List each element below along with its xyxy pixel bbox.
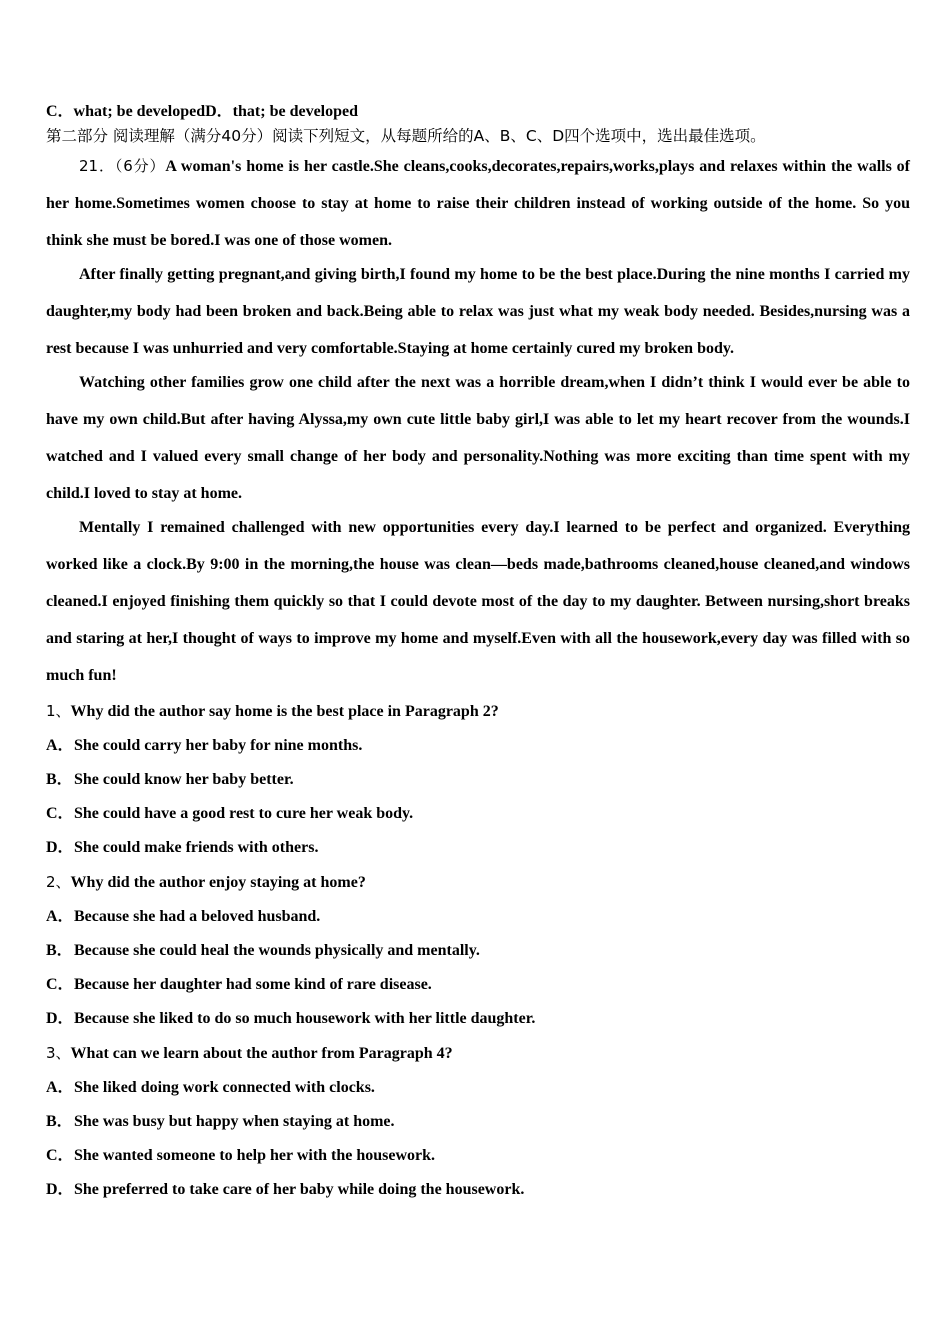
option-label: B． bbox=[46, 1113, 73, 1130]
question-1-option-a[interactable] bbox=[46, 729, 910, 763]
question-2-option-b[interactable] bbox=[46, 934, 910, 968]
question-2-option-d[interactable] bbox=[46, 1002, 910, 1036]
passage-paragraph-text: A woman's home is her castle.She cleans,cooks,decorates,repairs,works,plays and relaxes within the walls of her home.Sometimes women choose to stay at home to raise their children instead of working outside of the home. So you think she must be bored.I was one of those women. bbox=[46, 158, 911, 249]
option-text: She was busy but happy when staying at home. bbox=[74, 1113, 395, 1130]
option-label: B． bbox=[46, 771, 73, 788]
question-1-option-c[interactable] bbox=[46, 797, 910, 831]
option-label: C． bbox=[46, 1147, 74, 1164]
question-list bbox=[46, 694, 910, 1207]
question-number: 3、 bbox=[46, 1044, 71, 1062]
question-1-option-d[interactable] bbox=[46, 831, 910, 865]
passage-number: 21．（6分） bbox=[79, 157, 166, 175]
question-3-option-c[interactable] bbox=[46, 1139, 910, 1173]
option-text: She could make friends with others. bbox=[74, 839, 319, 856]
option-text: Because she could heal the wounds physically and mentally. bbox=[74, 942, 480, 959]
option-label: A． bbox=[46, 737, 74, 754]
question-1 bbox=[46, 694, 910, 729]
question-text: Why did the author say home is the best place in Paragraph 2? bbox=[70, 703, 499, 720]
option-label: D． bbox=[46, 1010, 74, 1027]
option-text: She could carry her baby for nine months. bbox=[74, 737, 363, 754]
question-2-option-a[interactable] bbox=[46, 900, 910, 934]
option-text: Because she liked to do so much housework with her little daughter. bbox=[74, 1010, 536, 1027]
question-1-option-b[interactable] bbox=[46, 763, 910, 797]
reading-passage bbox=[46, 148, 910, 694]
option-label: C． bbox=[46, 976, 74, 993]
question-text: What can we learn about the author from Paragraph 4? bbox=[70, 1045, 453, 1062]
option-text: Because she had a beloved husband. bbox=[74, 908, 321, 925]
passage-paragraph-2: After finally getting pregnant,and giving birth,I found my home to be the best place.During the nine months I carried my daughter,my body had been broken and back.Being able to relax was just what my weak body needed. Besides,nursing was a rest because I was unhurried and very comfortable.Staying at home certainly cured my broken body. bbox=[46, 266, 910, 357]
question-3-option-d[interactable] bbox=[46, 1173, 910, 1207]
option-text: Because her daughter had some kind of rare disease. bbox=[74, 976, 432, 993]
option-label: D． bbox=[46, 1181, 74, 1198]
option-label: A． bbox=[46, 1079, 74, 1096]
option-label: C． bbox=[46, 805, 74, 822]
option-text: She preferred to take care of her baby while doing the housework. bbox=[74, 1181, 525, 1198]
question-3 bbox=[46, 1036, 910, 1071]
previous-question-options bbox=[46, 100, 910, 124]
question-number: 2、 bbox=[46, 873, 71, 891]
passage-paragraph-3: Watching other families grow one child after the next was a horrible dream,when I didn’t think I would ever be able to have my own child.But after having Alyssa,my own cute little baby girl,I was able to let my heart recover from the wounds.I watched and I valued every small change of her body and personality.Nothing was more exciting than time spent with my child.I loved to stay at home. bbox=[46, 374, 910, 502]
option-text: She could know her baby better. bbox=[74, 771, 294, 788]
option-text: She could have a good rest to cure her weak body. bbox=[74, 805, 414, 822]
question-3-option-b[interactable] bbox=[46, 1105, 910, 1139]
previous-option-d: D．that; be developed bbox=[205, 103, 359, 120]
option-label: B． bbox=[46, 942, 73, 959]
question-3-option-a[interactable] bbox=[46, 1071, 910, 1105]
section-heading: 第二部分 阅读理解（满分40分）阅读下列短文，从每题所给的A、B、C、D四个选项中，选出最佳选项。 bbox=[46, 127, 766, 145]
question-text: Why did the author enjoy staying at home? bbox=[70, 874, 366, 891]
previous-option-c: C．what; be developed bbox=[46, 103, 206, 120]
question-number: 1、 bbox=[46, 702, 71, 720]
option-text: She wanted someone to help her with the housework. bbox=[74, 1147, 436, 1164]
passage-paragraph-4: Mentally I remained challenged with new opportunities every day.I learned to be perfect and organized. Everything worked like a clock.By 9:00 in the morning,the house was clean—beds made,bathrooms cleaned,house cleaned,and windows cleaned.I enjoyed finishing them quickly so that I could devote most of the day to my daughter. Between nursing,short breaks and staring at her,I thought of ways to improve my home and myself.Even with all the housework,every day was filled with so much fun! bbox=[46, 519, 910, 684]
option-label: A． bbox=[46, 908, 74, 925]
question-2-option-c[interactable] bbox=[46, 968, 910, 1002]
question-2 bbox=[46, 865, 910, 900]
option-text: She liked doing work connected with clocks. bbox=[74, 1079, 375, 1096]
option-label: D． bbox=[46, 839, 74, 856]
passage-paragraph-1 bbox=[46, 148, 910, 259]
